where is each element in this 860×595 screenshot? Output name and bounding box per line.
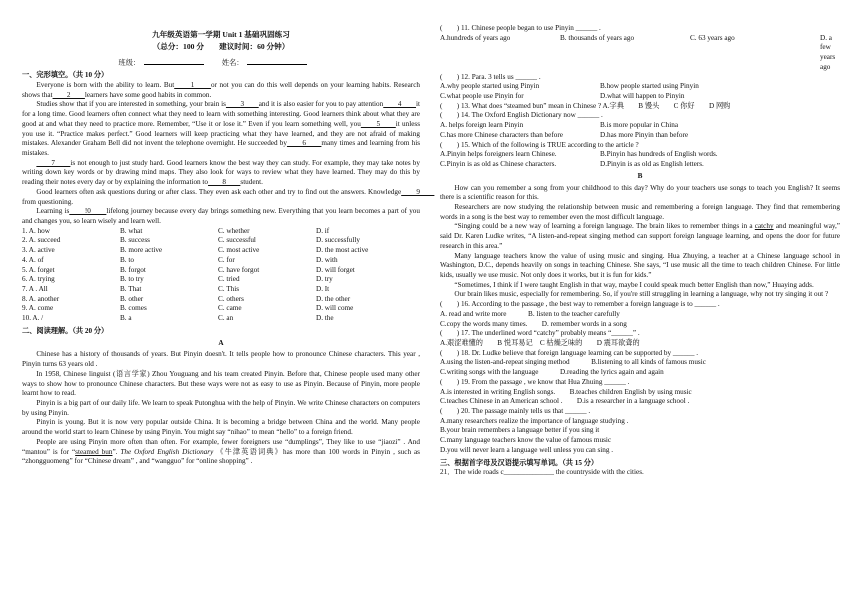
question-20-option-b: B.your brain remembers a language better if you sing it [440,426,600,435]
option-row: 10. A. / B. a C. an D. the [22,314,334,323]
question-15: ( ) 15. Which of the following is TRUE according to the article ? [440,140,639,149]
student-info-line [22,59,420,69]
question-14-options: A. helps foreign learn Pinyin B.is more popular in China C.has more Chinese characters than before D.has more Pinyin than before [440,121,689,139]
cloze-paragraph-5: Learning is !0 lifelong journey because every day brings something new. Everything that you learn becomes a part of you and changes you, so learn wisely and learn well. [22,207,420,225]
question-19-options-cd: C.teaches Chinese in an American school . D.is a researcher in a language school . [440,397,690,406]
cloze-paragraph-1: Everyone is born with the ability to learn. But 1 or not you can do this well depends on your learning habits. Research shows that 2 learners have some good habits in common. [22,80,420,99]
option-row: 5. A. forget B. forgot C. have forgot D. will forget [22,265,355,274]
question-18-options-cd: C.writing songs with the language D.reading the lyrics again and again [440,368,664,377]
question-12: ( ) 12. Para. 3 tells us ______ . [440,72,541,81]
passage-b-paragraph-2: Researchers are now studying the relationship between music and remembering a foreign language. They find that remembering words in a song is the best way to remember even the most difficult language. [440,202,840,221]
option-row: 7. A . All B. That C. This D. It [22,285,330,294]
name-label: 姓名： [221,58,244,67]
passage-a-paragraph-2: In 1958, Chinese linguist (语言学家) Zhou Youguang and his team created Pinyin. Before that, Chinese people used many other ways to show how to pronounce Chinese characters. But these ways were not as easy to use as Pinyin. Because of Pinyin, more people learnt how to read. [22,369,420,398]
class-label: 班级： [118,58,141,67]
right-column [440,0,840,595]
worksheet-subtitle: （总分：100 分 建议时间：60 分钟） [152,42,290,52]
question-11-options: A.hundreds of years ago B. thousands of years ago C. 63 years ago D. a few years ago [440,33,836,71]
option-row: 3. A. active B. more active C. most active D. the most active [22,246,369,255]
cloze-options [22,227,420,324]
option-row: 1. A. how B. what C. whether D. if [22,226,330,235]
passage-a-paragraph-1: Chinese has a history of thousands of years. But Pinyin doesn't. It tells people how to pronounce Chinese characters. This year , Pinyin turns 63 years old . [22,350,420,369]
passage-b-paragraph-5: “Sometimes, I think if I were taught English in that way, maybe I could speak much better English than now,” Huaying adds. [454,280,814,289]
name-blank[interactable] [247,64,307,65]
passage-b-label: B [637,171,643,180]
question-16: ( ) 16. According to the passage , the best way to remember a foreign language is to ______ . [440,300,720,309]
question-17: ( ) 17. The underlined word “catchy” probably means “______” . [440,329,640,338]
passage-b-paragraph-1: How can you remember a song from your childhood to this day? Why do your teachers use songs to teach you English? It seems there is a scientific reason for this. [440,183,840,202]
option-row: 8. A. another B. other C. others D. the other [22,294,351,303]
question-20-option-a: A.many researchers realize the importance of language studying . [440,416,629,425]
question-12-options: A.why people started using Pinyin B.how people started using Pinyin C.what people use Pinyin for D.what will happen to Pinyin [440,82,699,101]
question-14: ( ) 14. The Oxford English Dictionary now ______ . [440,111,603,120]
question-13: ( ) 13. What does “steamed bun” mean in Chinese ? A.字典 B 馒头 C 你好 D 网购 [440,101,731,110]
passage-a-label: A [218,338,224,347]
question-11: ( ) 11. Chinese people began to use Pinyin ______ . [440,24,601,32]
option-row: 2. A. succeed B. success C. successful D. successfully [22,236,360,245]
question-19: ( ) 19. From the passage , we know that Hua Zhuing ______ . [440,377,630,386]
question-20: ( ) 20. The passage mainly tells us that ______ . [440,407,591,416]
passage-b-paragraph-4: Many language teachers know the value of using music and singing. Hua Zhuying, a teacher at a Chinese language school in Washington, D.C., depends heavily on songs in teaching Chinese. She says, “I use music all the time to teach children Chinese. For little kids, usually we use music. Not only does it works, but it is fun for kids.” [440,251,840,279]
passage-b-paragraph-6: Our brain likes music, especially for remembering. So, if you're still struggling in learning a language, why not try singing it out ? [454,290,829,299]
cloze-paragraph-4: Good learners often ask questions during or after class. They even ask each other and try to find out the answers. Knowledge 9 from questioning. [22,187,435,206]
question-18: ( ) 18. Dr. Ludke believe that foreign language learning can be supported by ______ . [440,348,699,357]
class-blank[interactable] [144,64,204,65]
question-17-options: A.艰涩难懂的 B 悦耳易记 C 枯燥乏味的 D 震耳欲聋的 [440,339,640,347]
section-reading-heading: 二、阅读理解。（共 20 分） [22,326,109,335]
question-15-options: A.Pinyin helps foreigners learn Chinese. B.Pinyin has hundreds of English words. C.Pinyin is as old as Chinese characters. D.Pinyin is as old as English letters. [440,150,718,169]
section-vocab-heading: 三、根据首字母及汉语提示填写单词。（共 15 分） [440,458,599,467]
question-19-options-ab: A.is interested in writing English songs. B.teaches children English by using music [440,387,692,396]
section-cloze-heading: 一、完形填空。（共 10 分） [22,71,109,80]
passage-a-paragraph-5: People are using Pinyin more often than often. For example, fewer foreigners use “dumplings”, They like to use “jiaozi” . And “mantou” is for “steamed bun”. The Oxford English Dictionary 《牛津英语词典》has more than 100 words in Pinyin , such as “zhongguomeng” for “Chinese dream” , and “wangguo” for “online shopping” . [22,437,420,466]
left-column [22,0,435,595]
question-20-option-d: D.you will never learn a language well unless you can sing . [440,445,614,454]
question-16-options-cd: C.copy the words many times. D. remember words in a song [440,319,627,328]
worksheet-title: 九年级英语第一学期 Unit 1 基础巩固练习 [152,30,290,39]
option-row: 4. A. of B. to C. for D. with [22,255,338,264]
option-row: 9. A. come B. comes C. came D. will come [22,304,354,313]
passage-a-paragraph-4: Pinyin is young. But it is now very popular outside China. It is becoming a bridge between China and the world. Many people around the world start to learn Chinese by using Pinyin. You might say “nihao” to mean “hello” to a foreign friend. [22,418,420,437]
question-20-option-c: C.many language teachers know the value of famous music [440,436,612,445]
passage-a-paragraph-3: Pinyin is a big part of our daily life. We learn to speak Putonghua with the help of Pinyin. We write Chinese characters on computers by using Pinyin. [22,398,420,417]
option-row: 6. A. trying B. to try C. tried D. try [22,275,333,284]
cloze-paragraph-2: Studies show that if you are interested in something, your brain is 3 and it is also easier for you to pay attention 4 it for a long time. Good learners often connect what they need to learn with something interesting. Good learners think about what they are good at and what they need to practice more. Remember, “Use it or lose it.” Even if you learn something well, you 5 it unless you use it. “Practice makes perfect.” Good learners will keep practicing what they have learned, and they are not afraid of making mistakes. Alexander Graham Bell did not invent the telephone overnight. He succeeded by 6 many times and learning from his mistakes. [22,100,421,157]
question-16-options-ab: A. read and write more B. listen to the teacher carefully [440,309,620,318]
passage-b-paragraph-3: “Singing could be a new way of learning a foreign language. The brain likes to remember things in a catchy and meaningful way,” said Dr. Karen Ludke writes, “A listen-and-repeat singing method can support foreign language learning, and opens the door for future research in this area.” [440,222,840,250]
question-21: 21．The wide roads c______________ the countryside with the cities. [440,468,644,477]
cloze-paragraph-3: 7 is not enough to just study hard. Good learners know the best way they can study. For example, they may take notes by writing down key words or by drawing mind maps. They also look for ways to review what they have learned. They may do this by reading their notes every day or by explaining the information to 8 student. [22,158,420,187]
question-18-options-ab: A.using the listen-and-repeat singing method B.listening to all kinds of famous music [440,358,706,367]
